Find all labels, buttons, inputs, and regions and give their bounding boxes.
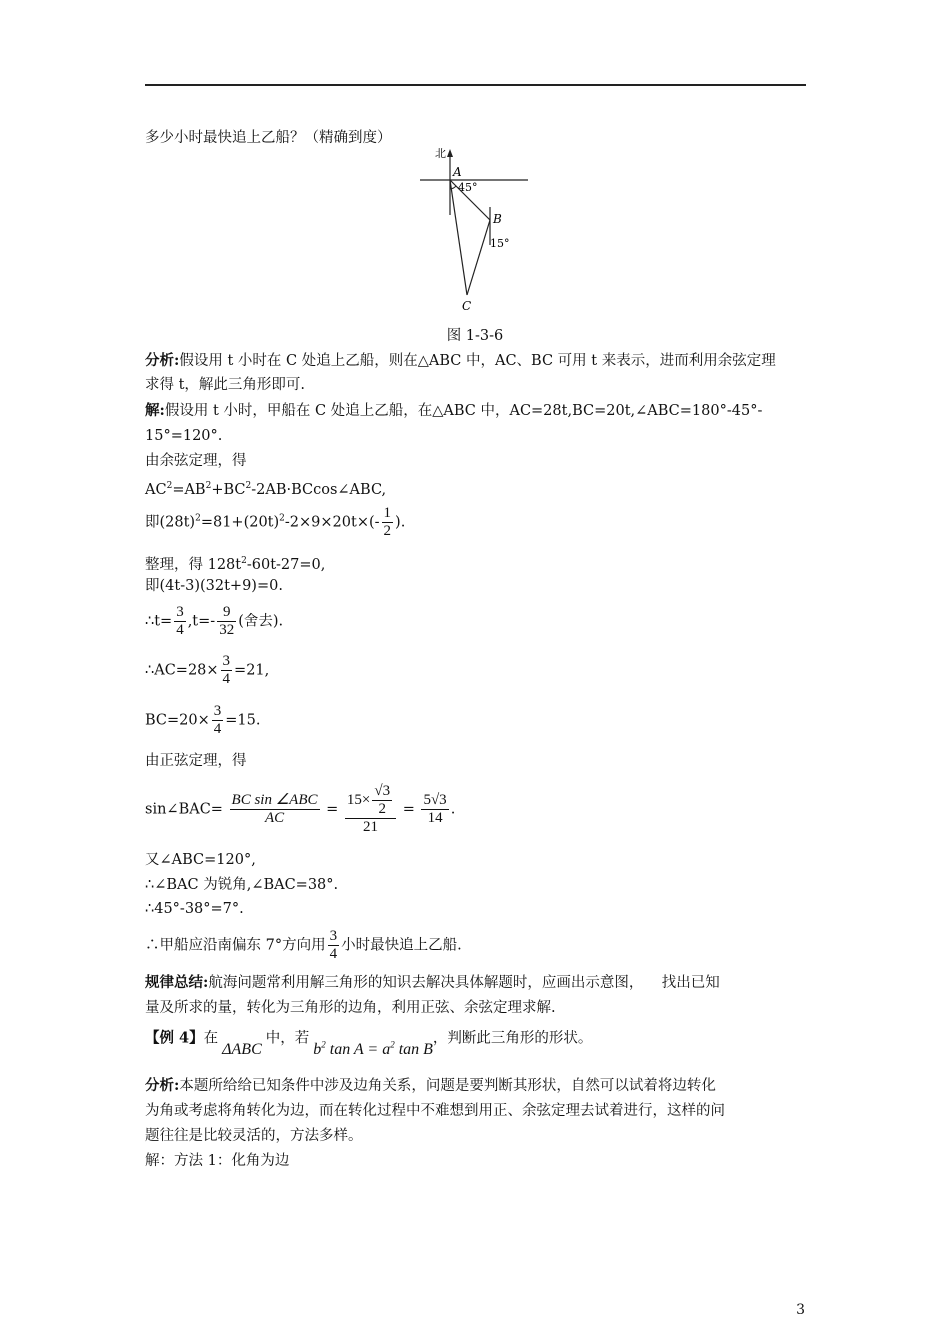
fraction: $\frac{5√3}{14}$: [423, 792, 447, 826]
fraction: $\frac{3}{4}$: [213, 703, 222, 737]
text-line: 题往往是比较灵活的，方法多样。: [145, 1128, 363, 1144]
text-line: ∴45°-38°=7°.: [145, 901, 244, 917]
fraction: $\frac{1}{2}$: [383, 505, 392, 539]
text-line: 分析:假设用 t 小时在 C 处追上乙船，则在△ABC 中，AC、BC 可用 t 来表示，进而利用余弦定理: [145, 352, 776, 369]
figure-diagram: [410, 145, 540, 320]
text-line: ∴∠BAC 为锐角,∠BAC=38°.: [145, 877, 339, 893]
text-line: 由正弦定理，得: [145, 753, 247, 769]
fraction: $\frac{9}{32}$: [219, 604, 235, 638]
text-line: 整理，得 $128t^2-60t-27=0$,: [145, 556, 326, 573]
fraction: $\frac{3}{4}$: [222, 653, 231, 687]
text-line: 求得 t，解此三角形即可.: [145, 377, 306, 393]
figure-caption: 图 1-3-6: [446, 328, 504, 344]
fraction: 15× $\frac{√3}{2}$ 21: [345, 783, 396, 836]
header-rule: [145, 84, 806, 86]
text-line: ∴甲船应沿南偏东 7°方向用 $\frac{3}{4}$ 小时最快追上乙船.: [145, 928, 462, 962]
fraction: $\frac{3}{4}$: [329, 928, 338, 962]
text-line: 15°=120°.: [145, 428, 223, 444]
angle-b-label: 15°: [490, 237, 510, 250]
text-line: 由余弦定理，得: [145, 453, 247, 469]
text-line: ∴AC=28× $\frac{3}{4}$ =21,: [145, 653, 270, 687]
north-label: 北: [435, 147, 446, 160]
text-line: 规律总结:航海问题常利用解三角形的知识去解决具体解题时，应画出示意图， 找出已知: [145, 974, 720, 991]
angle-a-label: 45°: [458, 181, 478, 194]
text-line: sin∠BAC= $\frac{\text{BC sin ∠ABC}}{AC}$ = 15× $\frac{√3}{2}$ 21 = $\frac{5√3}{14}$ .: [145, 783, 456, 835]
point-b-label: B: [493, 212, 502, 226]
text-line: 多少小时最快追上乙船？（精确到度）: [145, 130, 392, 146]
text-line: $AC^2=AB^2+BC^2-2AB\cdot BCcos\angle ABC$,: [145, 481, 387, 498]
text-line: 解：方法 1：化角为边: [145, 1153, 290, 1169]
text-line: 又∠ABC=120°,: [145, 852, 256, 868]
fraction: $\frac{3}{4}$: [176, 604, 184, 638]
text-line: 【例 4】在ΔABC中，若$b^2$ $\tan A = a^2$ tan B，判断此三角形的形状。: [145, 1029, 593, 1059]
text-line: BC=20× $\frac{3}{4}$ =15.: [145, 703, 261, 737]
text-line: ∴t= $\frac{3}{4}$ ,t=- $\frac{9}{32}$ (舍去).: [145, 604, 284, 638]
text-line: 解:假设用 t 小时，甲船在 C 处追上乙船，在△ABC 中，AC=28t,BC=20t,∠ABC=180°-45°-: [145, 402, 763, 419]
page-number: 3: [796, 1302, 805, 1318]
text-line: 即$(28t)^2=81+(20t)^2-2\times 9\times 20t\times(-$ $\frac{1}{2}$ ).: [145, 505, 406, 539]
text-line: 量及所求的量，转化为三角形的边角，利用正弦、余弦定理求解.: [145, 1000, 556, 1016]
fraction: $\frac{\text{BC sin ∠ABC}}{AC}$: [231, 792, 318, 826]
point-c-label: C: [462, 299, 472, 313]
text-line: 分析:本题所给给已知条件中涉及边角关系，问题是要判断其形状，自然可以试着将边转化: [145, 1077, 716, 1094]
text-line: 为角或考虑将角转化为边，而在转化过程中不难想到用正、余弦定理去试着进行，这样的问: [145, 1103, 725, 1119]
point-a-label: A: [453, 165, 462, 179]
text-line: 即(4t-3)(32t+9)=0.: [145, 578, 283, 594]
